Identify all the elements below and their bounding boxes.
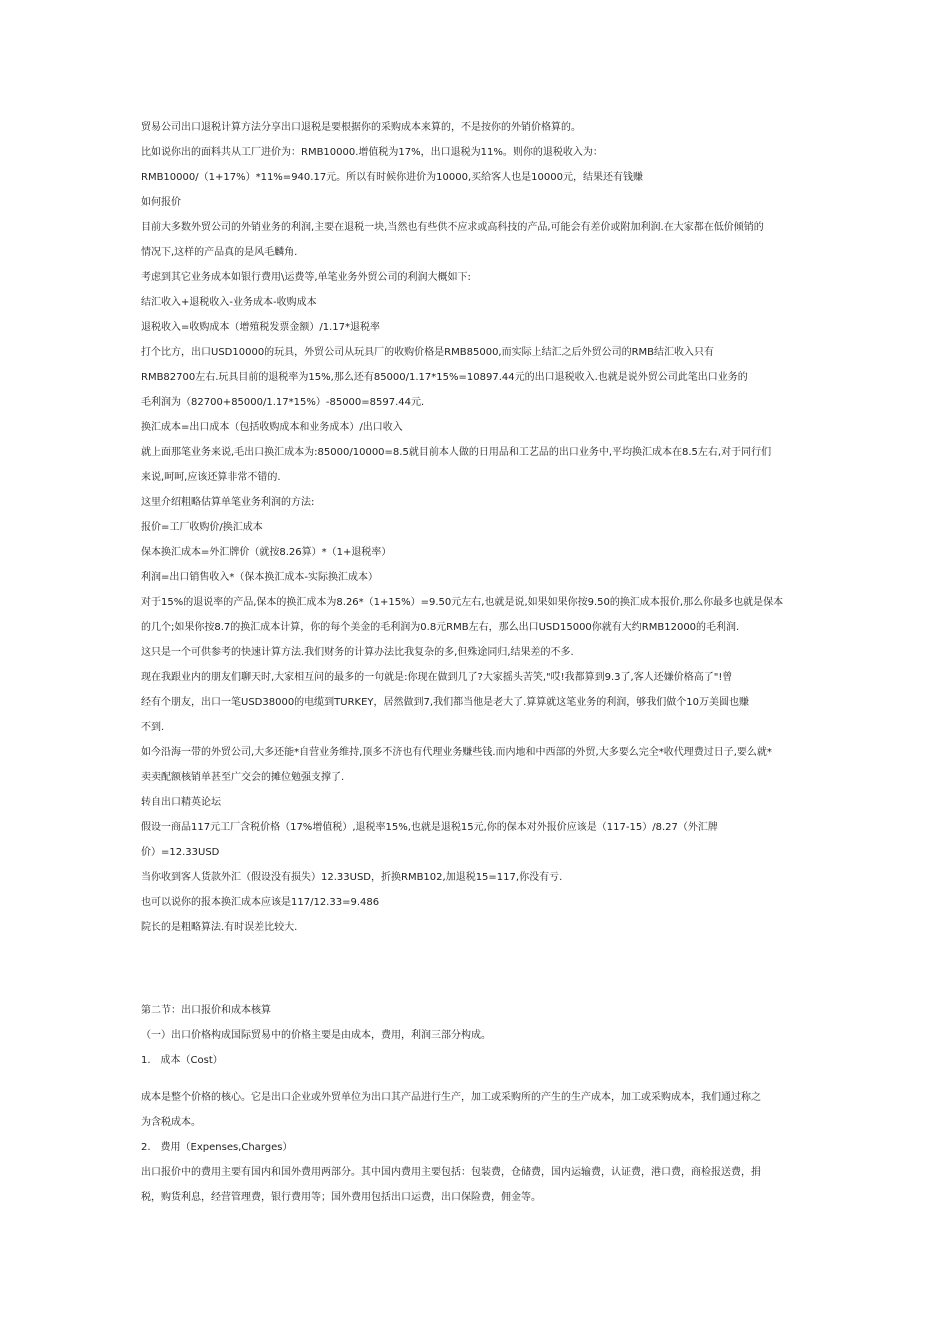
subheading-how-to-quote: 如何报价 [141,197,181,208]
section-export-tax-rebate [141,115,811,940]
spacer [141,1073,811,1085]
formula-line: 换汇成本=出口成本（包括收购成本和业务成本）/出口收入 [141,422,403,433]
text-line: 这里介绍粗略估算单笔业务利润的方法: [141,497,315,508]
section-intro: （一）出口价格构成国际贸易中的价格主要是由成本，费用，利润三部分构成。 [141,1030,491,1041]
text-line: 情况下,这样的产品真的是风毛麟角. [141,247,298,258]
section-heading: 第二节：出口报价和成本核算 [141,1005,271,1016]
text-line: 现在我跟业内的朋友们聊天时,大家相互问的最多的一句就是:你现在做到几了?大家摇头苦笑,"哎!我都算到9.3了,客人还嫌价格高了"!曾 [141,672,733,683]
text-line: 为含税成本。 [141,1117,201,1128]
formula-line: 退税收入=收购成本（增殖税发票金额）/1.17*退税率 [141,322,381,333]
document-body [141,115,811,1210]
text-line: RMB10000/（1+17%）*11%=940.17元。所以有时候你进价为10000,买给客人也是10000元，结果还有钱赚 [141,172,643,183]
text-line: 毛利润为（82700+85000/1.17*15%）-85000=8597.44元. [141,397,425,408]
text-line: 税，购货利息，经营管理费，银行费用等；国外费用包括出口运费，出口保险费，佣金等。 [141,1192,541,1203]
text-line: 成本是整个价格的核心。它是出口企业或外贸单位为出口其产品进行生产，加工或采购所的产生的生产成本，加工或采购成本，我们通过称之 [141,1092,761,1103]
text-line: 卖卖配额核销单甚至广交会的摊位勉强支撑了. [141,772,345,783]
text-line: 比如说你出的面料共从工厂进价为：RMB10000.增值税为17%，出口退税为11%。则你的退税收入为： [141,147,603,158]
formula-line: 结汇收入+退税收入-业务成本-收购成本 [141,297,317,308]
text-line: 来说,呵呵,应该还算非常不错的. [141,472,281,483]
text-line: 如今沿海一带的外贸公司,大多还能*自营业务维持,顶多不济也有代理业务赚些钱.而内地和中西部的外贸,大多要么完全*收代理费过日子,要么就* [141,747,772,758]
text-line: 假设一商品117元工厂含税价格（17%增值税）,退税率15%,也就是退税15元,你的保本对外报价应该是（117-15）/8.27（外汇牌 [141,822,718,833]
text-line: 出口报价中的费用主要有国内和国外费用两部分。其中国内费用主要包括：包装费，仓储费，国内运输费，认证费，港口费，商检报送费，捐 [141,1167,761,1178]
text-line: 的几个;如果你按8.7的换汇成本计算，你的每个美金的毛利润为0.8元RMB左右，那么出口USD15000你就有大约RMB12000的毛利润. [141,622,740,633]
text-line: RMB82700左右.玩具目前的退税率为15%,那么还有85000/1.17*15%=10897.44元的出口退税收入.也就是说外贸公司此笔出口业务的 [141,372,748,383]
text-line: 贸易公司出口退税计算方法分享出口退税是要根据你的采购成本来算的，不是按你的外销价格算的。 [141,122,581,133]
text-line: 经有个朋友，出口一笔USD38000的电缆到TURKEY，居然做到7,我们都当他是老大了.算算就这笔业务的利润，够我们做个10万美圆也赚 [141,697,749,708]
section-quotation-cost-accounting [141,998,811,1210]
formula-line: 保本换汇成本=外汇牌价（就按8.26算）*（1+退税率） [141,547,392,558]
text-line: 打个比方，出口USD10000的玩具，外贸公司从玩具厂的收购价格是RMB85000,而实际上结汇之后外贸公司的RMB结汇收入只有 [141,347,715,358]
text-line: 就上面那笔业务来说,毛出口换汇成本为:85000/10000=8.5就目前本人做的日用品和工艺品的出口业务中,平均换汇成本在8.5左右,对于同行们 [141,447,772,458]
formula-line: 利润=出口销售收入*（保本换汇成本-实际换汇成本） [141,572,378,583]
formula-line: 报价=工厂收购价/换汇成本 [141,522,263,533]
text-line: 也可以说你的报本换汇成本应该是117/12.33=9.486 [141,897,380,908]
text-line: 院长的是粗略算法.有时误差比较大. [141,922,298,933]
list-item-title-expenses: 2. 费用（Expenses,Charges） [141,1142,293,1153]
section-spacer [141,940,811,998]
text-line: 价）=12.33USD [141,847,220,858]
text-line: 这只是一个可供参考的快速计算方法.我们财务的计算办法比我复杂的多,但殊途同归,结果差的不多. [141,647,574,658]
text-line: 对于15%的退说率的产品,保本的换汇成本为8.26*（1+15%）=9.50元左右,也就是说,如果如果你按9.50的换汇成本报价,那么你最多也就是保本 [141,597,784,608]
text-line: 不到. [141,722,165,733]
text-line: 当你收到客人货款外汇（假设没有损失）12.33USD，折换RMB102,加退税15=117,你没有亏. [141,872,563,883]
text-line: 考虑到其它业务成本如银行费用\运费等,单笔业务外贸公司的利润大概如下: [141,272,471,283]
list-item-title-cost: 1. 成本（Cost） [141,1055,223,1066]
source-note: 转自出口精英论坛 [141,797,221,808]
text-line: 目前大多数外贸公司的外销业务的利润,主要在退税一块,当然也有些供不应求或高科技的产品,可能会有差价或附加利润.在大家都在低价倾销的 [141,222,764,233]
